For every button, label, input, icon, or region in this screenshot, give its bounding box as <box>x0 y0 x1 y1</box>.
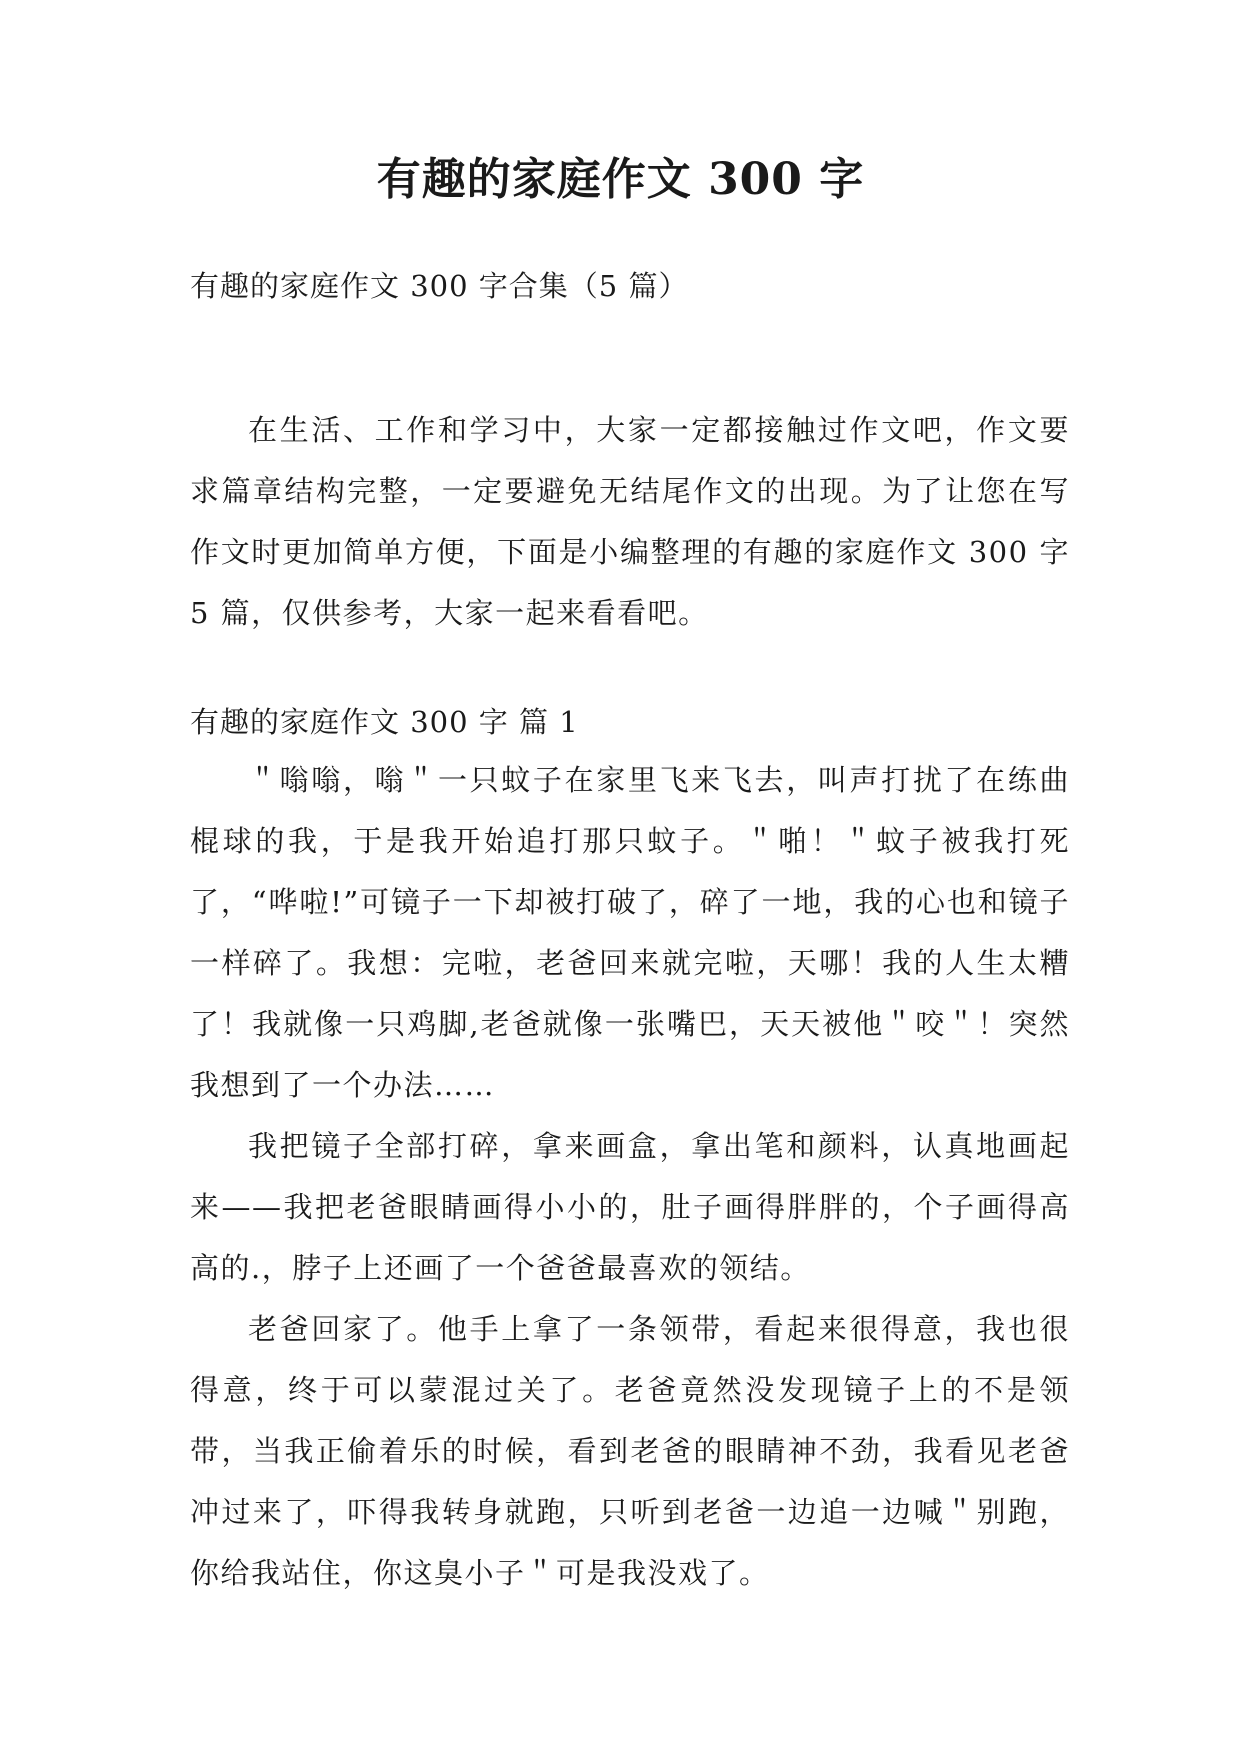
document-subtitle: 有趣的家庭作文 300 字合集（5 篇） <box>190 269 689 303</box>
document-title: 有趣的家庭作文 300 字 <box>376 154 865 205</box>
body-paragraph-2: 我把镜子全部打碎，拿来画盒，拿出笔和颜料，认真地画起来——我把老爸眼睛画得小小的，肚子画得胖胖的，个子画得高高的.，脖子上还画了一个爸爸最喜欢的领结。 <box>190 1129 1070 1285</box>
section-heading: 有趣的家庭作文 300 字 篇 1 <box>190 705 579 739</box>
essay-body <box>190 750 1070 1604</box>
body-paragraph-3: 老爸回家了。他手上拿了一条领带，看起来很得意，我也很得意，终于可以蒙混过关了。老爸竟然没发现镜子上的不是领带，当我正偷着乐的时候，看到老爸的眼睛神不劲，我看见老爸冲过来了，吓得我转身就跑，只听到老爸一边追一边喊＂别跑，你给我站住，你这臭小子＂可是我没戏了。 <box>190 1312 1070 1590</box>
intro-paragraph: 在生活、工作和学习中，大家一定都接触过作文吧，作文要求篇章结构完整，一定要避免无结尾作文的出现。为了让您在写作文时更加简单方便，下面是小编整理的有趣的家庭作文 300 字 5 篇，仅供参考，大家一起来看看吧。 <box>190 413 1070 630</box>
intro-block <box>190 400 1070 644</box>
body-paragraph-1: ＂嗡嗡，嗡＂一只蚊子在家里飞来飞去，叫声打扰了在练曲棍球的我，于是我开始追打那只蚊子。＂啪！＂蚊子被我打死了，“哗啦!”可镜子一下却被打破了，碎了一地，我的心也和镜子一样碎了。我想：完啦，老爸回来就完啦，天哪！我的人生太糟了！我就像一只鸡脚,老爸就像一张嘴巴，天天被他＂咬＂！突然我想到了一个办法…… <box>190 763 1070 1102</box>
